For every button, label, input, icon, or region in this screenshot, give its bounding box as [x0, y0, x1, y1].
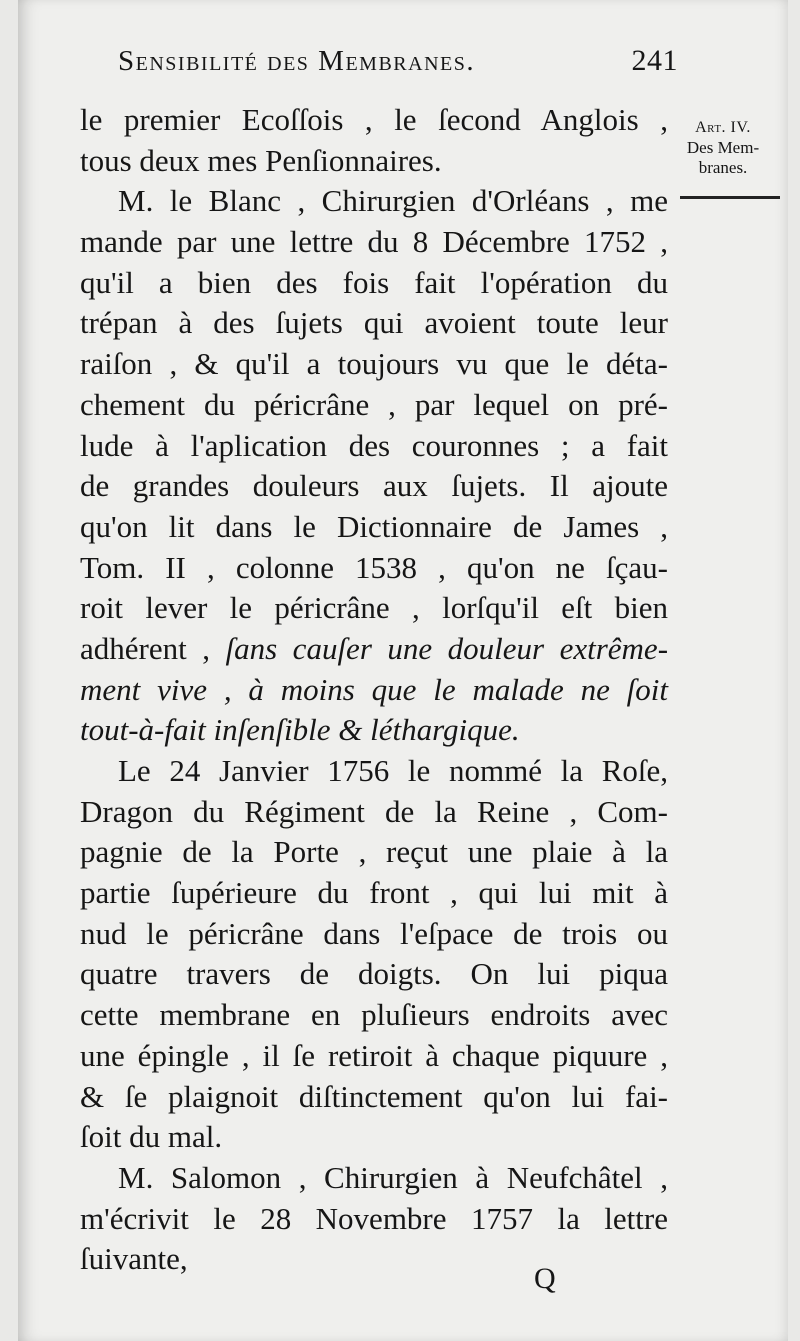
text-line: le premier Ecoſſois , le ſecond Anglois , — [80, 102, 668, 137]
text-italic: ment vive , à moins que le malade ne ſoit — [80, 671, 668, 707]
page-number: 241 — [631, 44, 678, 77]
text-line-mixed — [80, 629, 668, 670]
margin-note — [663, 118, 783, 178]
text-line: Dragon du Régiment de la Reine , Com- — [80, 793, 668, 829]
text-line: raiſon , & qu'il a toujours vu que le déta- — [80, 346, 668, 382]
text-line-italic — [80, 710, 668, 751]
text-line: ſoit du mal. — [80, 1119, 223, 1155]
text-line: qu'on lit dans le Dictionnaire de James , — [80, 508, 668, 544]
text-line: & ſe plaignoit diſtinctement qu'on lui fai- — [80, 1078, 668, 1114]
running-title: Sensibilité des Membranes. — [118, 45, 476, 77]
margin-note-line: branes. — [698, 158, 748, 177]
text-line: pagnie de la Porte , reçut une plaie à la — [80, 834, 668, 870]
text-line: cette membrane en pluſieurs endroits avec — [80, 997, 668, 1033]
running-header — [118, 44, 678, 78]
text-line-italic — [80, 670, 668, 711]
text-line: roit lever le péricrâne , lorſqu'il eſt bien — [80, 590, 668, 626]
text-line: chement du péricrâne , par lequel on pré- — [80, 386, 668, 422]
text-italic: tout-à-fait inſenſible & léthargique. — [80, 712, 520, 748]
text-line: une épingle , il ſe retiroit à chaque piquure , — [80, 1037, 668, 1073]
text-line: ſuivante, — [80, 1241, 188, 1277]
book-page — [18, 0, 788, 1341]
text-line: tous deux mes Penſionnaires. — [80, 142, 442, 178]
margin-note-line: Des Mem- — [686, 138, 760, 157]
text-line: de grandes douleurs aux ſujets. Il ajoute — [80, 468, 668, 504]
text-line: m'écrivit le 28 Novembre 1757 la lettre — [80, 1200, 668, 1236]
text-line: Le 24 Janvier 1756 le nommé la Roſe, — [118, 753, 668, 788]
signature-mark: Q — [534, 1262, 556, 1295]
text-line: partie ſupérieure du front , qui lui mit à — [80, 875, 668, 911]
margin-rule — [680, 196, 780, 199]
text-line: lude à l'aplication des couronnes ; a fait — [80, 427, 668, 463]
text-line: mande par une lettre du 8 Décembre 1752 , — [80, 224, 668, 260]
text-line: nud le péricrâne dans l'eſpace de trois ou — [80, 915, 668, 951]
text-line: qu'il a bien des fois fait l'opération du — [80, 264, 668, 300]
text-line: quatre travers de doigts. On lui piqua — [80, 956, 668, 992]
text-roman: adhérent , — [80, 630, 210, 666]
text-line: trépan à des ſujets qui avoient toute leur — [80, 305, 668, 341]
text-line: Tom. II , colonne 1538 , qu'on ne ſçau- — [80, 549, 668, 585]
body-text — [80, 100, 668, 1280]
text-line: M. Salomon , Chirurgien à Neufchâtel , — [118, 1159, 668, 1195]
text-italic: ſans cauſer une douleur extrême- — [225, 630, 669, 666]
margin-note-article: Art. IV. — [695, 119, 751, 136]
text-line: M. le Blanc , Chirurgien d'Orléans , me — [118, 183, 668, 219]
